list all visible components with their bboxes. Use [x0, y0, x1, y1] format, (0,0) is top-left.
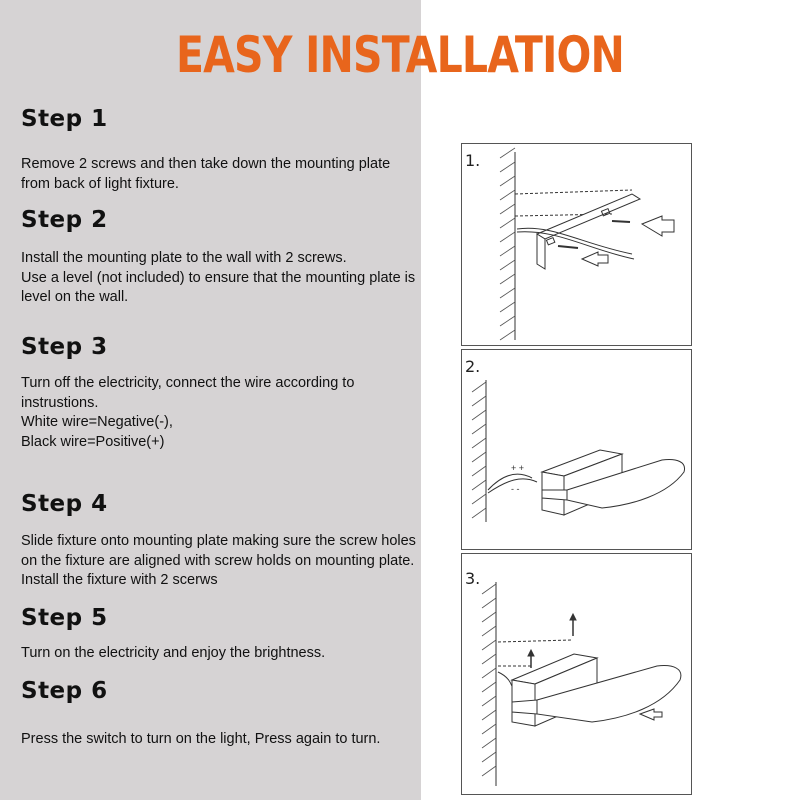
diagram-2 [461, 349, 692, 550]
step-1-text: Remove 2 screws and then take down the mounting plate from back of light fixture. [21, 156, 391, 192]
step-2-heading: Step 2 [21, 207, 108, 233]
step-3-text: Turn off the electricity, connect the wire according to instrustions. White wire=Negative(-), Black wire=Positive(+) [21, 375, 355, 450]
step-2-text: Install the mounting plate to the wall with 2 screws. Use a level (not included) to ensure that the mounting plate is level on the wall. [21, 250, 416, 305]
step-3-heading: Step 3 [21, 334, 108, 360]
diagram-1 [461, 143, 692, 346]
diagram-2-label: 2. [465, 357, 481, 376]
diagram-1-illustration [462, 144, 691, 345]
svg-text:+ +: + + [511, 463, 525, 473]
step-4-heading: Step 4 [21, 491, 108, 517]
diagram-3 [461, 553, 692, 795]
diagram-3-illustration [462, 554, 691, 794]
step-6-heading: Step 6 [21, 678, 108, 704]
step-1-heading: Step 1 [21, 106, 108, 132]
step-6-text: Press the switch to turn on the light, Press again to turn. [21, 731, 381, 747]
svg-text:- -: - - [511, 484, 520, 494]
diagram-2-illustration [462, 350, 691, 549]
diagram-1-label: 1. [465, 151, 481, 170]
step-5-heading: Step 5 [21, 605, 108, 631]
step-4-text: Slide fixture onto mounting plate making sure the screw holes on the fixture are aligned with screw holds on mounting plate. Install the fixture with 2 scerws [21, 533, 416, 588]
step-5-text: Turn on the electricity and enjoy the brightness. [21, 645, 326, 661]
page-title: EASY INSTALLATION [175, 26, 625, 84]
diagram-3-label: 3. [465, 569, 481, 588]
